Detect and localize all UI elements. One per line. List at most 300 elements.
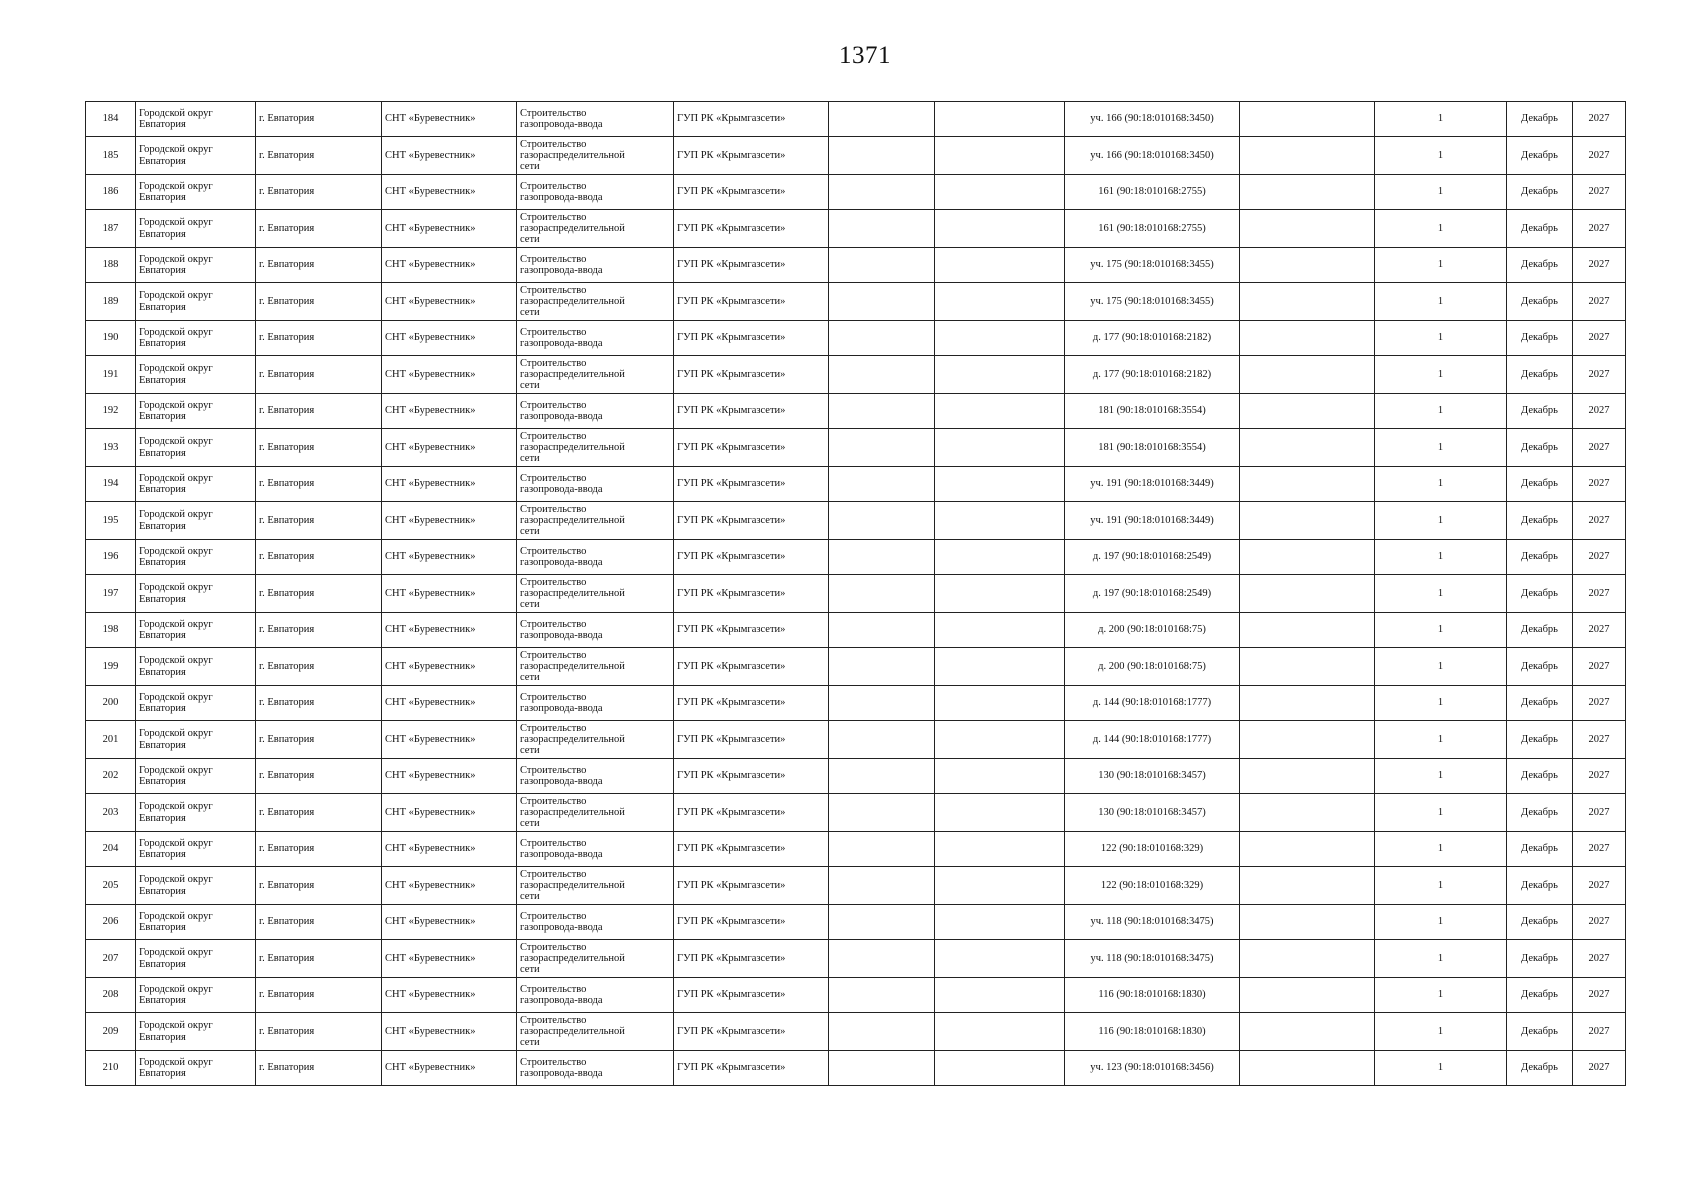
city-cell: г. Евпатория [256,575,382,613]
district-cell-line: Городской округ [139,472,213,484]
year-cell: 2027 [1573,321,1626,356]
work-type-cell [517,905,674,940]
year-cell: 2027 [1573,210,1626,248]
work-type-cell-line: газопровода-ввода [520,338,603,349]
quantity-cell: 1 [1375,283,1507,321]
district-cell [136,978,256,1013]
work-type-cell-line: Строительство [520,545,587,557]
district-cell-line: Евпатория [139,192,186,203]
district-cell-line: Городской округ [139,691,213,703]
district-cell-line: Городской округ [139,180,213,192]
parcel-cell: 116 (90:18:010168:1830) [1065,978,1240,1013]
empty-cell [1240,648,1375,686]
quantity-cell: 1 [1375,759,1507,794]
empty-cell [829,940,935,978]
empty-cell [935,832,1065,867]
table-row [86,832,1626,867]
district-cell [136,467,256,502]
work-type-cell [517,686,674,721]
year-cell: 2027 [1573,394,1626,429]
work-type-cell [517,356,674,394]
work-type-cell-line: Строительство [520,472,587,484]
city-cell: г. Евпатория [256,648,382,686]
snt-cell: СНТ «Буревестник» [382,832,517,867]
work-type-cell-line: газораспределительной [520,368,625,380]
work-type-cell [517,1051,674,1086]
parcel-cell: 161 (90:18:010168:2755) [1065,210,1240,248]
year-cell: 2027 [1573,905,1626,940]
work-type-cell-line: газопровода-ввода [520,484,603,495]
year-cell: 2027 [1573,759,1626,794]
organization-cell: ГУП РК «Крымгазсети» [674,321,829,356]
snt-cell: СНТ «Буревестник» [382,394,517,429]
table-row [86,321,1626,356]
quantity-cell: 1 [1375,978,1507,1013]
quantity-cell: 1 [1375,648,1507,686]
snt-cell: СНТ «Буревестник» [382,248,517,283]
snt-cell: СНТ «Буревестник» [382,867,517,905]
year-cell: 2027 [1573,1013,1626,1051]
work-type-cell-line: газопровода-ввода [520,119,603,130]
year-cell: 2027 [1573,867,1626,905]
parcel-cell: д. 200 (90:18:010168:75) [1065,648,1240,686]
snt-cell: СНТ «Буревестник» [382,540,517,575]
empty-cell [1240,248,1375,283]
empty-cell [935,867,1065,905]
snt-cell: СНТ «Буревестник» [382,1051,517,1086]
work-type-cell-line: Строительство [520,107,587,119]
empty-cell [1240,1013,1375,1051]
organization-cell: ГУП РК «Крымгазсети» [674,283,829,321]
work-type-cell [517,613,674,648]
row-number-cell: 203 [86,794,136,832]
district-cell-line: Евпатория [139,265,186,276]
district-cell-line: Евпатория [139,812,186,824]
organization-cell: ГУП РК «Крымгазсети» [674,1051,829,1086]
work-type-cell-line: Строительство [520,1014,587,1026]
empty-cell [935,137,1065,175]
parcel-cell: уч. 191 (90:18:010168:3449) [1065,502,1240,540]
district-cell [136,648,256,686]
table-row [86,721,1626,759]
row-number-cell: 185 [86,137,136,175]
work-type-cell-line: Строительство [520,284,587,296]
table-row [86,137,1626,175]
district-cell-line: Городской округ [139,983,213,995]
row-number-cell: 184 [86,102,136,137]
empty-cell [1240,394,1375,429]
month-cell: Декабрь [1507,394,1573,429]
table-row [86,1051,1626,1086]
district-cell [136,321,256,356]
snt-cell: СНТ «Буревестник» [382,978,517,1013]
work-type-cell-line: сети [520,161,540,172]
work-type-cell-line: сети [520,234,540,245]
city-cell: г. Евпатория [256,613,382,648]
year-cell: 2027 [1573,832,1626,867]
year-cell: 2027 [1573,575,1626,613]
work-type-cell-line: сети [520,745,540,756]
quantity-cell: 1 [1375,175,1507,210]
work-type-cell-line: газораспределительной [520,149,625,161]
work-type-cell [517,867,674,905]
parcel-cell: уч. 175 (90:18:010168:3455) [1065,283,1240,321]
work-type-cell-line: газораспределительной [520,441,625,453]
empty-cell [1240,613,1375,648]
work-type-cell-line: Строительство [520,253,587,265]
city-cell: г. Евпатория [256,248,382,283]
gasification-register-table [85,101,1626,1086]
row-number-cell: 207 [86,940,136,978]
work-type-cell-line: сети [520,307,540,318]
work-type-cell-line: газопровода-ввода [520,557,603,568]
city-cell: г. Евпатория [256,1051,382,1086]
district-cell-line: Городской округ [139,582,213,594]
empty-cell [935,429,1065,467]
empty-cell [935,978,1065,1013]
work-type-cell [517,283,674,321]
quantity-cell: 1 [1375,721,1507,759]
empty-cell [935,283,1065,321]
empty-cell [935,721,1065,759]
quantity-cell: 1 [1375,1013,1507,1051]
organization-cell: ГУП РК «Крымгазсети» [674,759,829,794]
table-row [86,978,1626,1013]
city-cell: г. Евпатория [256,502,382,540]
work-type-cell [517,321,674,356]
district-cell-line: Городской округ [139,1056,213,1068]
work-type-cell [517,759,674,794]
quantity-cell: 1 [1375,905,1507,940]
parcel-cell: 122 (90:18:010168:329) [1065,867,1240,905]
work-type-cell-line: газопровода-ввода [520,995,603,1006]
empty-cell [935,102,1065,137]
work-type-cell-line: Строительство [520,649,587,661]
work-type-cell-line: Строительство [520,691,587,703]
district-cell [136,940,256,978]
city-cell: г. Евпатория [256,540,382,575]
month-cell: Декабрь [1507,867,1573,905]
row-number-cell: 187 [86,210,136,248]
empty-cell [829,575,935,613]
work-type-cell-line: газораспределительной [520,295,625,307]
parcel-cell: д. 197 (90:18:010168:2549) [1065,540,1240,575]
city-cell: г. Евпатория [256,832,382,867]
empty-cell [829,175,935,210]
empty-cell [829,137,935,175]
city-cell: г. Евпатория [256,940,382,978]
month-cell: Декабрь [1507,832,1573,867]
quantity-cell: 1 [1375,137,1507,175]
district-cell-line: Евпатория [139,374,186,386]
parcel-cell: 161 (90:18:010168:2755) [1065,175,1240,210]
parcel-cell: уч. 191 (90:18:010168:3449) [1065,467,1240,502]
empty-cell [935,356,1065,394]
empty-cell [829,832,935,867]
city-cell: г. Евпатория [256,429,382,467]
empty-cell [829,648,935,686]
table-row [86,613,1626,648]
district-cell-line: Евпатория [139,447,186,459]
snt-cell: СНТ «Буревестник» [382,429,517,467]
district-cell-line: Евпатория [139,593,186,605]
empty-cell [1240,175,1375,210]
snt-cell: СНТ «Буревестник» [382,321,517,356]
empty-cell [1240,467,1375,502]
city-cell: г. Евпатория [256,905,382,940]
empty-cell [935,794,1065,832]
snt-cell: СНТ «Буревестник» [382,905,517,940]
row-number-cell: 194 [86,467,136,502]
empty-cell [935,210,1065,248]
parcel-cell: д. 200 (90:18:010168:75) [1065,613,1240,648]
city-cell: г. Евпатория [256,356,382,394]
empty-cell [1240,540,1375,575]
table-row [86,759,1626,794]
district-cell-line: Городской округ [139,910,213,922]
district-cell-line: Городской округ [139,655,213,667]
table-row [86,540,1626,575]
district-cell-line: Евпатория [139,119,186,130]
empty-cell [829,1051,935,1086]
month-cell: Декабрь [1507,905,1573,940]
organization-cell: ГУП РК «Крымгазсети» [674,356,829,394]
district-cell [136,905,256,940]
city-cell: г. Евпатория [256,210,382,248]
work-type-cell-line: газопровода-ввода [520,411,603,422]
empty-cell [829,210,935,248]
work-type-cell [517,137,674,175]
work-type-cell-line: газораспределительной [520,1025,625,1037]
district-cell-line: Евпатория [139,776,186,787]
quantity-cell: 1 [1375,686,1507,721]
month-cell: Декабрь [1507,575,1573,613]
empty-cell [1240,759,1375,794]
work-type-cell-line: сети [520,1037,540,1048]
year-cell: 2027 [1573,540,1626,575]
empty-cell [1240,1051,1375,1086]
work-type-cell-line: газопровода-ввода [520,192,603,203]
quantity-cell: 1 [1375,394,1507,429]
work-type-cell-line: газораспределительной [520,660,625,672]
quantity-cell: 1 [1375,210,1507,248]
parcel-cell: д. 177 (90:18:010168:2182) [1065,321,1240,356]
year-cell: 2027 [1573,248,1626,283]
year-cell: 2027 [1573,686,1626,721]
work-type-cell-line: сети [520,818,540,829]
month-cell: Декабрь [1507,759,1573,794]
quantity-cell: 1 [1375,502,1507,540]
empty-cell [935,905,1065,940]
quantity-cell: 1 [1375,832,1507,867]
organization-cell: ГУП РК «Крымгазсети» [674,867,829,905]
city-cell: г. Евпатория [256,102,382,137]
snt-cell: СНТ «Буревестник» [382,648,517,686]
empty-cell [935,540,1065,575]
organization-cell: ГУП РК «Крымгазсети» [674,137,829,175]
work-type-cell-line: газопровода-ввода [520,849,603,860]
year-cell: 2027 [1573,978,1626,1013]
snt-cell: СНТ «Буревестник» [382,721,517,759]
district-cell [136,175,256,210]
organization-cell: ГУП РК «Крымгазсети» [674,540,829,575]
table-row [86,686,1626,721]
parcel-cell: уч. 123 (90:18:010168:3456) [1065,1051,1240,1086]
parcel-cell: д. 197 (90:18:010168:2549) [1065,575,1240,613]
snt-cell: СНТ «Буревестник» [382,940,517,978]
city-cell: г. Евпатория [256,283,382,321]
district-cell [136,137,256,175]
district-cell-line: Евпатория [139,885,186,897]
month-cell: Декабрь [1507,721,1573,759]
quantity-cell: 1 [1375,540,1507,575]
work-type-cell-line: Строительство [520,795,587,807]
month-cell: Декабрь [1507,686,1573,721]
empty-cell [829,356,935,394]
empty-cell [829,978,935,1013]
work-type-cell-line: сети [520,526,540,537]
parcel-cell: 130 (90:18:010168:3457) [1065,794,1240,832]
empty-cell [1240,502,1375,540]
work-type-cell-line: Строительство [520,503,587,515]
district-cell-line: Городской округ [139,399,213,411]
year-cell: 2027 [1573,283,1626,321]
year-cell: 2027 [1573,1051,1626,1086]
year-cell: 2027 [1573,356,1626,394]
district-cell-line: Евпатория [139,739,186,751]
district-cell-line: Городской округ [139,618,213,630]
row-number-cell: 202 [86,759,136,794]
parcel-cell: уч. 166 (90:18:010168:3450) [1065,102,1240,137]
empty-cell [829,905,935,940]
table-row [86,429,1626,467]
page-number: 1371 [839,42,891,69]
work-type-cell [517,467,674,502]
empty-cell [829,540,935,575]
city-cell: г. Евпатория [256,1013,382,1051]
work-type-cell [517,210,674,248]
district-cell-line: Евпатория [139,666,186,678]
district-cell-line: Городской округ [139,363,213,375]
work-type-cell-line: Строительство [520,430,587,442]
month-cell: Декабрь [1507,210,1573,248]
empty-cell [829,429,935,467]
organization-cell: ГУП РК «Крымгазсети» [674,210,829,248]
year-cell: 2027 [1573,648,1626,686]
table-row [86,283,1626,321]
quantity-cell: 1 [1375,102,1507,137]
empty-cell [829,248,935,283]
district-cell-line: Евпатория [139,849,186,860]
district-cell-line: Евпатория [139,958,186,970]
quantity-cell: 1 [1375,321,1507,356]
row-number-cell: 209 [86,1013,136,1051]
month-cell: Декабрь [1507,467,1573,502]
table-row [86,248,1626,283]
district-cell-line: Евпатория [139,995,186,1006]
district-cell-line: Городской округ [139,728,213,740]
district-cell-line: Городской округ [139,326,213,338]
work-type-cell [517,794,674,832]
district-cell [136,283,256,321]
district-cell-line: Евпатория [139,922,186,933]
work-type-cell-line: газораспределительной [520,222,625,234]
empty-cell [1240,102,1375,137]
table-row [86,794,1626,832]
snt-cell: СНТ «Буревестник» [382,283,517,321]
row-number-cell: 189 [86,283,136,321]
empty-cell [935,175,1065,210]
city-cell: г. Евпатория [256,978,382,1013]
snt-cell: СНТ «Буревестник» [382,759,517,794]
table-row [86,467,1626,502]
quantity-cell: 1 [1375,356,1507,394]
work-type-cell-line: газопровода-ввода [520,776,603,787]
month-cell: Декабрь [1507,978,1573,1013]
empty-cell [1240,283,1375,321]
parcel-cell: д. 144 (90:18:010168:1777) [1065,686,1240,721]
empty-cell [1240,137,1375,175]
district-cell-line: Евпатория [139,338,186,349]
year-cell: 2027 [1573,429,1626,467]
work-type-cell [517,940,674,978]
parcel-cell: д. 177 (90:18:010168:2182) [1065,356,1240,394]
district-cell [136,1013,256,1051]
snt-cell: СНТ «Буревестник» [382,794,517,832]
parcel-cell: 130 (90:18:010168:3457) [1065,759,1240,794]
empty-cell [1240,794,1375,832]
empty-cell [935,613,1065,648]
empty-cell [1240,429,1375,467]
work-type-cell [517,102,674,137]
work-type-cell [517,648,674,686]
work-type-cell-line: Строительство [520,618,587,630]
city-cell: г. Евпатория [256,867,382,905]
work-type-cell-line: сети [520,453,540,464]
snt-cell: СНТ «Буревестник» [382,686,517,721]
empty-cell [829,867,935,905]
city-cell: г. Евпатория [256,321,382,356]
empty-cell [829,321,935,356]
work-type-cell-line: Строительство [520,941,587,953]
district-cell-line: Евпатория [139,703,186,714]
row-number-cell: 200 [86,686,136,721]
work-type-cell-line: Строительство [520,722,587,734]
parcel-cell: д. 144 (90:18:010168:1777) [1065,721,1240,759]
work-type-cell-line: Строительство [520,138,587,150]
empty-cell [1240,575,1375,613]
empty-cell [935,575,1065,613]
work-type-cell-line: газораспределительной [520,806,625,818]
empty-cell [829,394,935,429]
empty-cell [1240,832,1375,867]
work-type-cell-line: сети [520,599,540,610]
district-cell [136,429,256,467]
district-cell-line: Городской округ [139,290,213,302]
work-type-cell-line: газопровода-ввода [520,630,603,641]
empty-cell [935,321,1065,356]
empty-cell [935,759,1065,794]
empty-cell [1240,905,1375,940]
organization-cell: ГУП РК «Крымгазсети» [674,613,829,648]
empty-cell [829,283,935,321]
year-cell: 2027 [1573,794,1626,832]
city-cell: г. Евпатория [256,721,382,759]
organization-cell: ГУП РК «Крымгазсети» [674,394,829,429]
city-cell: г. Евпатория [256,686,382,721]
table-row [86,356,1626,394]
organization-cell: ГУП РК «Крымгазсети» [674,978,829,1013]
